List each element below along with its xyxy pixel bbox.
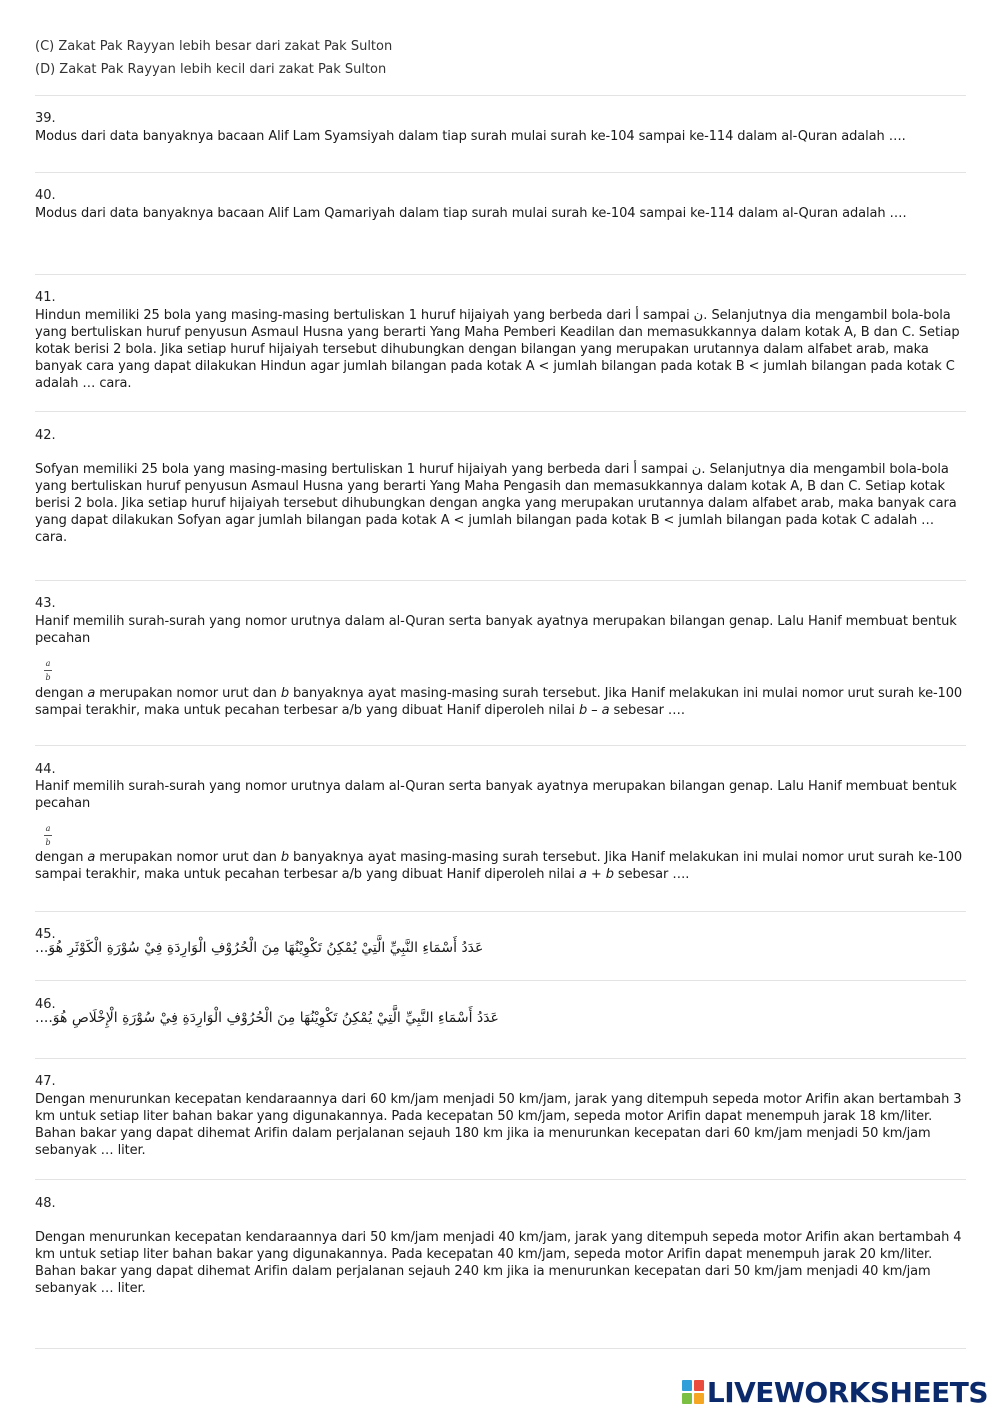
question-number-41: 41. <box>35 290 56 305</box>
question-number-40: 40. <box>35 188 56 203</box>
divider <box>35 274 966 275</box>
fraction-a-over-b <box>43 659 53 682</box>
expression: b – a <box>578 703 610 718</box>
liveworksheets-logo[interactable] <box>682 1376 988 1408</box>
text-segment: banyaknya ayat masing-masing surah tersebut. Jika Hanif melakukan ini mulai nomor urut surah ke-100 sampai terakhir, maka untuk pecahan terbesar a/b yang dibuat Hanif diperoleh nilai <box>35 686 963 718</box>
variable-a: a <box>87 686 96 701</box>
question-number-48: 48. <box>35 1196 56 1211</box>
question-text-40: Modus dari data banyaknya bacaan Alif Lam Qamariyah dalam tiap surah mulai surah ke-104 sampai ke-114 dalam al-Quran adalah …. <box>35 206 907 221</box>
fraction-denominator: b <box>45 838 51 847</box>
fraction-a-over-b <box>43 824 53 847</box>
divider <box>35 172 966 173</box>
option-c[interactable]: (C) Zakat Pak Rayyan lebih besar dari zakat Pak Sulton <box>35 39 393 54</box>
divider <box>35 95 966 96</box>
question-number-39: 39. <box>35 111 56 126</box>
divider <box>35 1058 966 1059</box>
question-text-42: Sofyan memiliki 25 bola yang masing-masing bertuliskan 1 huruf hijaiyah yang berbeda dari أ sampai ن. Selanjutnya dia mengambil bola-bola yang bertuliskan huruf penyusun Asmaul Husna yang berarti Yang Maha Pengasih dan memasukkannya dalam kotak A, B dan C. Setiap kotak berisi 2 bola. Jika setiap huruf hijaiyah tersebut dihubungkan dengan angka yang merupakan urutannya dalam alfabet arab, maka banyak cara yang dapat dilakukan Sofyan agar jumlah bilangan pada kotak A < jumlah bilangan pada kotak B < jumlah bilangan pada kotak C adalah … cara. <box>35 462 957 545</box>
divider <box>35 980 966 981</box>
question-text-43-body <box>35 685 970 719</box>
text-segment: sebesar …. <box>609 703 685 718</box>
fraction-denominator: b <box>45 673 51 682</box>
fraction-numerator: a <box>45 824 51 833</box>
logo-square <box>694 1380 704 1391</box>
variable-a: a <box>87 850 96 865</box>
question-text-41: Hindun memiliki 25 bola yang masing-masing bertuliskan 1 huruf hijaiyah yang berbeda dari أ sampai ن. Selanjutnya dia mengambil bola-bola yang bertuliskan huruf penyusun Asmaul Husna yang berarti Yang Maha Pemberi Keadilan dan memasukkannya dalam kotak A, B dan C. Setiap kotak berisi 2 bola. Jika setiap huruf hijaiyah tersebut dihubungkan dengan bilangan yang merupakan urutannya dalam alfabet arab, maka banyak cara yang dapat dilakukan Hindun agar jumlah bilangan pada kotak A < jumlah bilangan pada kotak B < jumlah bilangan pada kotak C adalah … cara. <box>35 308 960 391</box>
divider <box>35 411 966 412</box>
question-text-48: Dengan menurunkan kecepatan kendaraannya dari 50 km/jam menjadi 40 km/jam, jarak yang ditempuh sepeda motor Arifin akan bertambah 4 km untuk setiap liter bahan bakar yang digunakannya. Pada kecepatan 40 km/jam, sepeda motor Arifin dapat menempuh jarak 20 km/liter. Bahan bakar yang dapat dihemat Arifin dalam perjalanan sejauh 240 km jika ia menurunkan kecepatan dari 50 km/jam menjadi 40 km/jam sebanyak … liter. <box>35 1230 962 1296</box>
question-text-39: Modus dari data banyaknya bacaan Alif Lam Syamsiyah dalam tiap surah mulai surah ke-104 sampai ke-114 dalam al-Quran adalah …. <box>35 129 906 144</box>
text-segment: sebesar …. <box>613 867 690 882</box>
divider <box>35 1348 966 1349</box>
variable-b: b <box>280 850 289 865</box>
text-segment: dengan <box>35 850 88 865</box>
question-number-43: 43. <box>35 596 56 611</box>
liveworksheets-logo-icon <box>682 1380 704 1404</box>
text-segment: merupakan nomor urut dan <box>95 850 281 865</box>
option-d[interactable]: (D) Zakat Pak Rayyan lebih kecil dari zakat Pak Sulton <box>35 62 387 77</box>
text-segment: dengan <box>35 686 88 701</box>
question-text-47: Dengan menurunkan kecepatan kendaraannya dari 60 km/jam menjadi 50 km/jam, jarak yang ditempuh sepeda motor Arifin akan bertambah 3 km untuk setiap liter bahan bakar yang digunakannya. Pada kecepatan 50 km/jam, sepeda motor Arifin dapat menempuh jarak 18 km/liter. Bahan bakar yang dapat dihemat Arifin dalam perjalanan sejauh 180 km jika ia menurunkan kecepatan dari 60 km/jam menjadi 50 km/jam sebanyak … liter. <box>35 1092 962 1158</box>
variable-b: b <box>280 686 289 701</box>
question-text-43-intro: Hanif memilih surah-surah yang nomor urutnya dalam al-Quran serta banyak ayatnya merupakan bilangan genap. Lalu Hanif membuat bentuk pecahan <box>35 614 957 646</box>
divider <box>35 745 966 746</box>
logo-square <box>682 1393 692 1404</box>
question-text-44-body <box>35 849 970 883</box>
text-segment: banyaknya ayat masing-masing surah tersebut. Jika Hanif melakukan ini mulai nomor urut surah ke-100 sampai terakhir, maka untuk pecahan terbesar a/b yang dibuat Hanif diperoleh nilai <box>35 850 963 882</box>
question-number-45: 45. <box>35 927 56 942</box>
divider <box>35 1179 966 1180</box>
divider <box>35 580 966 581</box>
question-number-44: 44. <box>35 762 56 777</box>
divider <box>35 911 966 912</box>
question-text-44-intro: Hanif memilih surah-surah yang nomor urutnya dalam al-Quran serta banyak ayatnya merupakan bilangan genap. Lalu Hanif membuat bentuk pecahan <box>35 779 957 811</box>
question-text-46-arabic: عَدَدُ أَسْمَاءِ النَّبِيِّ الَّتِيْ يُمْكِنُ تَكْوِيْنُهَا مِنَ الْحُرُوْفِ الْوَارِدَةِ فِيْ سُوْرَةِ الْإِخْلَاصِ هُوَ.... <box>35 1010 499 1026</box>
logo-square <box>694 1393 704 1404</box>
question-number-46: 46. <box>35 997 56 1012</box>
liveworksheets-logo-text: LIVEWORKSHEETS <box>706 1375 988 1409</box>
logo-square <box>682 1380 692 1391</box>
text-segment: merupakan nomor urut dan <box>95 686 281 701</box>
question-number-47: 47. <box>35 1074 56 1089</box>
fraction-numerator: a <box>45 659 51 668</box>
question-number-42: 42. <box>35 428 56 443</box>
question-text-45-arabic: عَدَدُ أَسْمَاءِ النَّبِيِّ الَّتِيْ يُمْكِنُ تَكْوِيْنُهَا مِنَ الْحُرُوْفِ الْوَارِدَةِ فِيْ سُوْرَةِ الْكَوْثَرِ هُوَ... <box>35 940 484 956</box>
expression: a + b <box>578 867 614 882</box>
